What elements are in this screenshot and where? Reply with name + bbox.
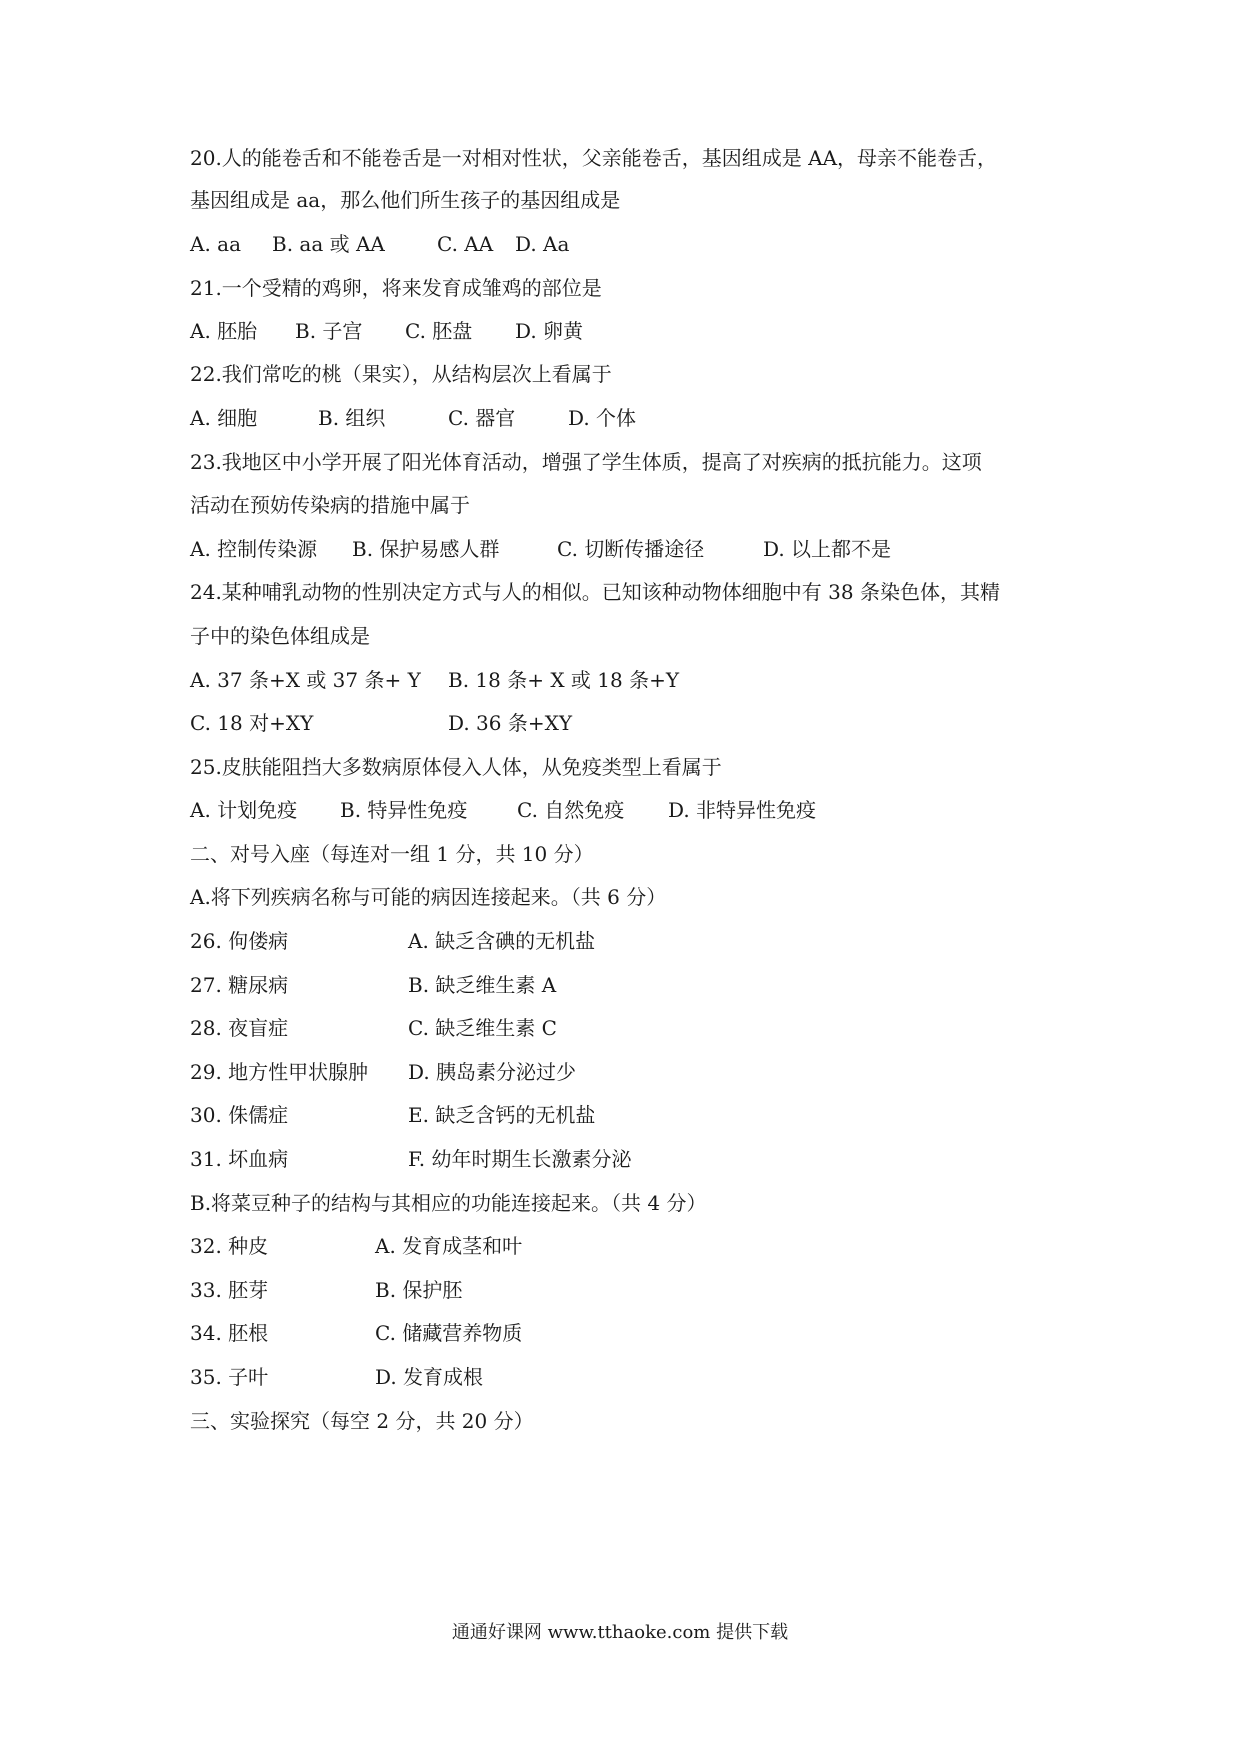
question-23-line-1: 23.我地区中小学开展了阳光体育活动，增强了学生体质，提高了对疾病的抵抗能力。这项	[190, 450, 982, 474]
q24-option-b: B. 18 条+ X 或 18 条+Y	[448, 668, 680, 692]
q22-option-a: A. 细胞	[190, 406, 258, 430]
q21-option-d: D. 卵黄	[515, 319, 584, 343]
match-a-left-30: 30. 侏儒症	[190, 1103, 289, 1127]
match-b-left-33: 33. 胚芽	[190, 1278, 269, 1302]
q23-option-b: B. 保护易感人群	[352, 537, 500, 561]
q25-option-c: C. 自然免疫	[517, 798, 625, 822]
match-a-left-28: 28. 夜盲症	[190, 1016, 289, 1040]
match-b-right-a: A. 发育成茎和叶	[375, 1234, 523, 1258]
match-a-right-b: B. 缺乏维生素 A	[408, 973, 557, 997]
match-b-right-b: B. 保护胚	[375, 1278, 463, 1302]
q21-option-b: B. 子宫	[295, 319, 363, 343]
match-a-right-d: D. 胰岛素分泌过少	[408, 1060, 577, 1084]
footer-download-notice: 通通好课网 www.tthaoke.com 提供下载	[451, 1622, 789, 1643]
q22-option-b: B. 组织	[318, 406, 386, 430]
q21-option-c: C. 胚盘	[405, 319, 473, 343]
question-22-line-1: 22.我们常吃的桃（果实），从结构层次上看属于	[190, 362, 612, 386]
question-23-line-2: 活动在预妨传染病的措施中属于	[190, 493, 470, 517]
match-a-right-e: E. 缺乏含钙的无机盐	[408, 1103, 596, 1127]
match-b-right-d: D. 发育成根	[375, 1365, 484, 1389]
match-a-left-31: 31. 坏血病	[190, 1147, 289, 1171]
match-b-right-c: C. 储藏营养物质	[375, 1321, 523, 1345]
match-b-left-32: 32. 种皮	[190, 1234, 269, 1258]
question-24-line-2: 子中的染色体组成是	[190, 624, 370, 648]
q25-option-d: D. 非特异性免疫	[668, 798, 817, 822]
q23-option-a: A. 控制传染源	[190, 537, 318, 561]
match-a-right-a: A. 缺乏含碘的无机盐	[408, 929, 596, 953]
match-b-left-34: 34. 胚根	[190, 1321, 269, 1345]
q23-option-d: D. 以上都不是	[763, 537, 892, 561]
match-a-right-c: C. 缺乏维生素 C	[408, 1016, 557, 1040]
q24-option-a: A. 37 条+X 或 37 条+ Y	[190, 668, 421, 692]
q20-option-a: A. aa	[190, 232, 242, 256]
q20-option-b: B. aa 或 AA	[272, 232, 385, 256]
q21-option-a: A. 胚胎	[190, 319, 258, 343]
q24-option-c: C. 18 对+XY	[190, 711, 314, 735]
question-21-line-1: 21.一个受精的鸡卵，将来发育成雏鸡的部位是	[190, 276, 602, 300]
match-a-left-29: 29. 地方性甲状腺肿	[190, 1060, 369, 1084]
question-20-line-1: 20.人的能卷舌和不能卷舌是一对相对性状，父亲能卷舌，基因组成是 AA，母亲不能卷舌，	[190, 146, 998, 170]
match-a-left-26: 26. 佝偻病	[190, 929, 289, 953]
question-20-line-2: 基因组成是 aa，那么他们所生孩子的基因组成是	[190, 188, 621, 212]
section-2-title: 二、对号入座（每连对一组 1 分，共 10 分）	[190, 842, 594, 866]
q22-option-c: C. 器官	[448, 406, 516, 430]
q20-option-c: C. AA	[437, 232, 494, 256]
question-24-line-1: 24.某种哺乳动物的性别决定方式与人的相似。已知该种动物体细胞中有 38 条染色体，其精	[190, 580, 1000, 604]
section-2-part-a-title: A.将下列疾病名称与可能的病因连接起来。（共 6 分）	[190, 885, 667, 909]
section-2-part-b-title: B.将菜豆种子的结构与其相应的功能连接起来。（共 4 分）	[190, 1191, 707, 1215]
q23-option-c: C. 切断传播途径	[557, 537, 705, 561]
question-25-line-1: 25.皮肤能阻挡大多数病原体侵入人体，从免疫类型上看属于	[190, 755, 722, 779]
q25-option-a: A. 计划免疫	[190, 798, 298, 822]
match-a-left-27: 27. 糖尿病	[190, 973, 289, 997]
q20-option-d: D. Aa	[515, 232, 570, 256]
q24-option-d: D. 36 条+XY	[448, 711, 573, 735]
section-3-title: 三、实验探究（每空 2 分，共 20 分）	[190, 1409, 534, 1433]
match-a-right-f: F. 幼年时期生长激素分泌	[408, 1147, 632, 1171]
q22-option-d: D. 个体	[568, 406, 637, 430]
q25-option-b: B. 特异性免疫	[340, 798, 468, 822]
match-b-left-35: 35. 子叶	[190, 1365, 269, 1389]
